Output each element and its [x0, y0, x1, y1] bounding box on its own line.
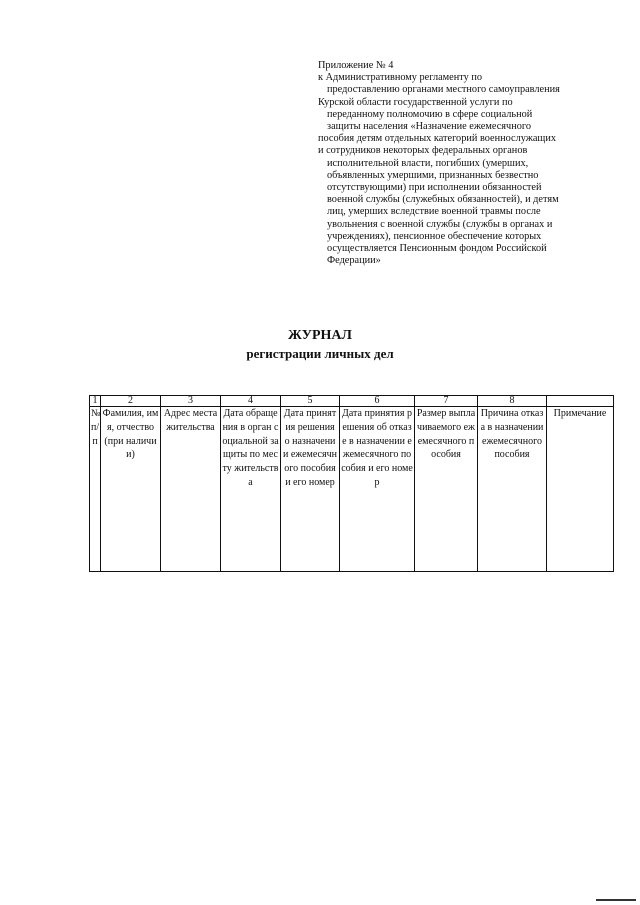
header-number: № п/п — [90, 407, 101, 572]
column-number: 1 — [90, 396, 101, 407]
header-address: Адрес места жительства — [161, 407, 221, 572]
column-number: 8 — [478, 396, 547, 407]
appendix-line: осуществляется Пенсионным фондом Российской — [327, 243, 547, 255]
appendix-line: переданному полномочию в сфере социальной — [327, 108, 533, 120]
column-number: 6 — [340, 396, 415, 407]
appendix-line: учреждениях), пенсионное обеспечение которых — [327, 230, 542, 242]
appendix-line: и сотрудников некоторых федеральных органов — [318, 145, 528, 157]
appendix-line: исполнительной власти, погибших (умерших, — [327, 157, 529, 169]
appendix-line: к Административному регламенту по — [318, 72, 482, 84]
appendix-line: пособия детям отдельных категорий военнослужащих — [318, 133, 556, 145]
header-refusal-reason: Причина отказа в назначении ежемесячного пособия — [478, 407, 547, 572]
column-number: 2 — [101, 396, 161, 407]
header-refusal-decision: Дата принятия решения об отказе в назначении ежемесячного пособия и его номер — [340, 407, 415, 572]
column-header-row — [90, 407, 614, 572]
appendix-line: отсутствующими) при исполнении обязанностей — [327, 182, 542, 194]
appendix-line: объявленных умершими, признанных безвестно — [327, 169, 539, 181]
appendix-line: предоставлению органами местного самоуправления — [327, 84, 560, 96]
header-assignment-decision: Дата принятия решения о назначении ежемесячного пособия и его номер — [281, 407, 340, 572]
appendix-line: увольнения с военной службы (службы в органах и — [327, 218, 553, 230]
journal-table — [89, 395, 614, 572]
appendix-block — [318, 60, 618, 267]
column-number: 3 — [161, 396, 221, 407]
appendix-line: Федерации» — [327, 255, 381, 267]
header-payment-amount: Размер выплачиваемого ежемесячного пособия — [415, 407, 478, 572]
column-number: 4 — [221, 396, 281, 407]
appendix-line: Курской области государственной услуги по — [318, 96, 513, 108]
appendix-line: защиты населения «Назначение ежемесячного — [327, 121, 531, 133]
column-number-row — [90, 396, 614, 407]
header-note: Примечание — [547, 407, 614, 572]
column-number: 7 — [415, 396, 478, 407]
column-number: 5 — [281, 396, 340, 407]
header-full-name: Фамилия, имя, отчество (при наличии) — [101, 407, 161, 572]
column-number — [547, 396, 614, 407]
appendix-line: военной службы (служебных обязанностей), и детям — [327, 194, 559, 206]
appendix-line: Приложение № 4 — [318, 60, 394, 71]
journal-subtitle: регистрации личных дел — [246, 346, 394, 361]
header-application-date: Дата обращения в орган социальной защиты по месту жительства — [221, 407, 281, 572]
appendix-line: лиц, умерших вследствие военной травмы после — [327, 206, 541, 218]
journal-title: ЖУРНАЛ — [288, 328, 352, 343]
page-corner-mark — [596, 899, 636, 901]
